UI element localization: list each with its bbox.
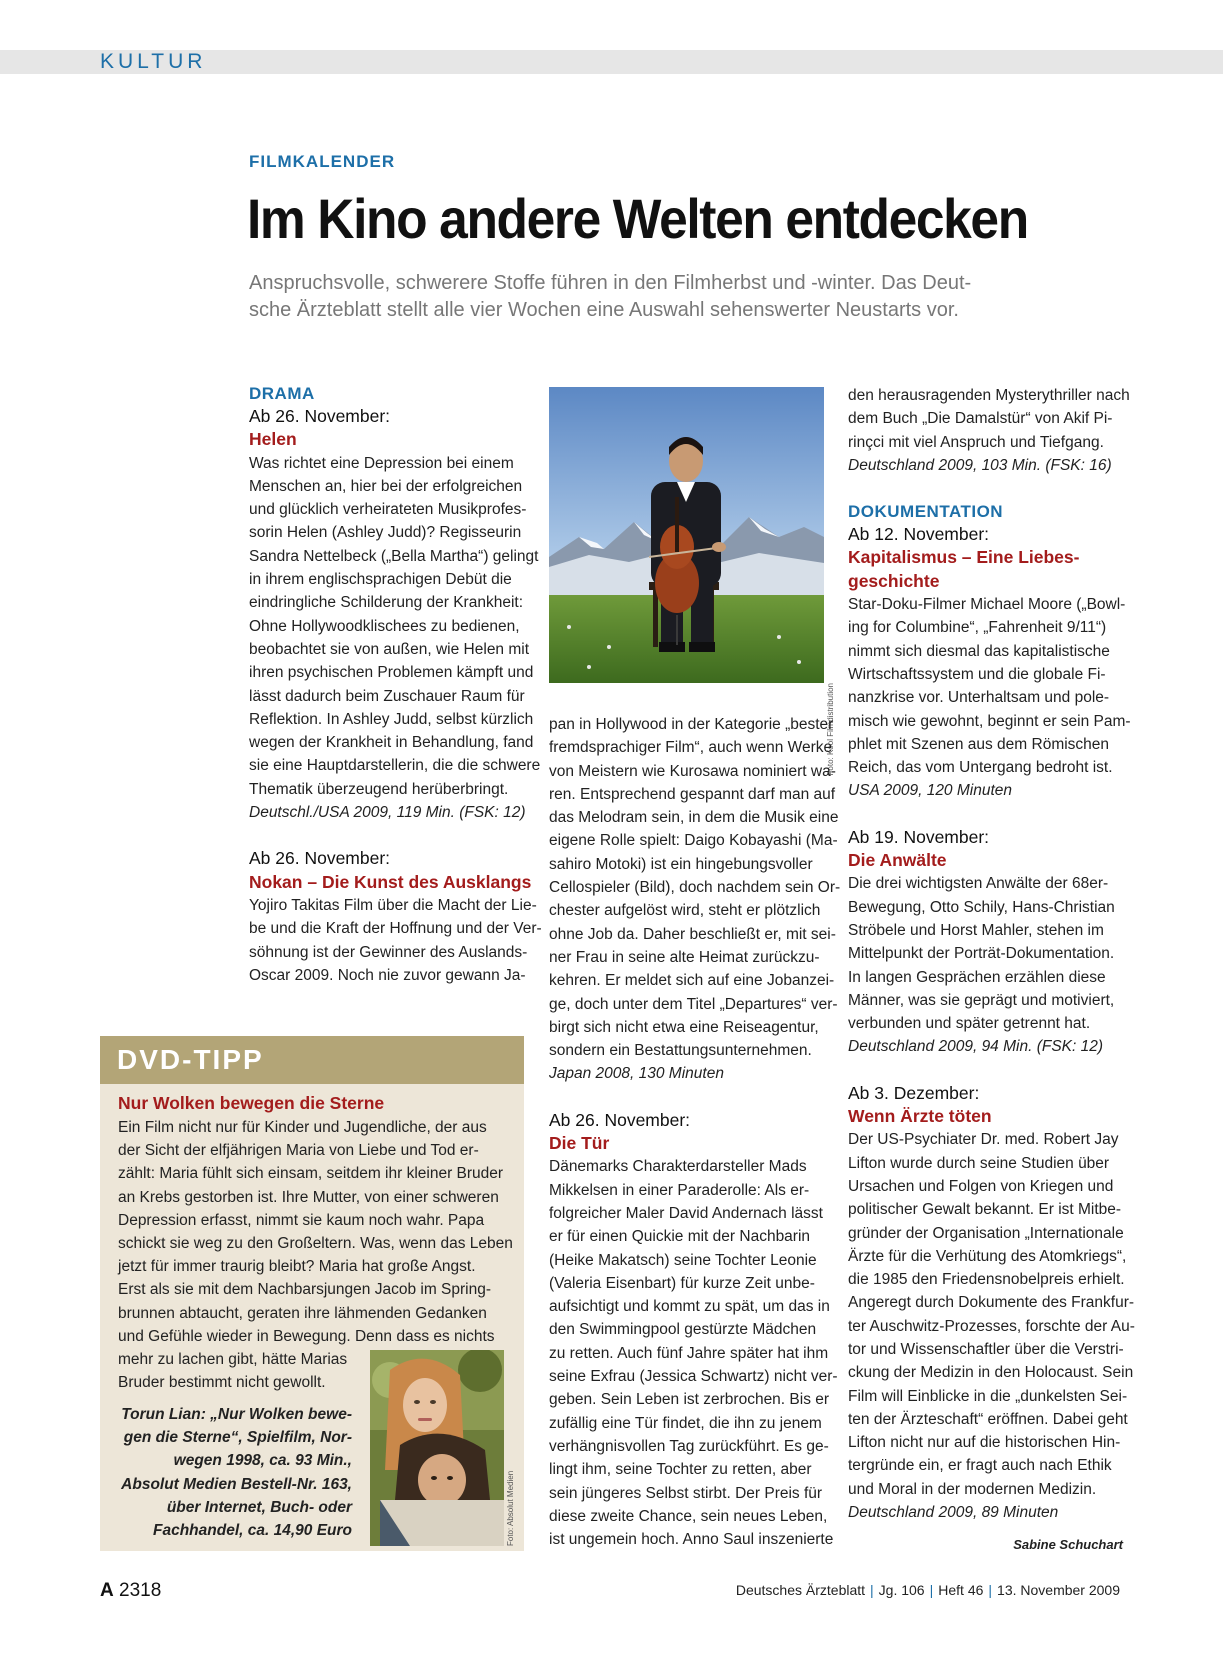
text-line: ge, doch unter dem Titel „Departures“ ver-	[549, 995, 838, 1013]
dvd-title: Nur Wolken bewegen die Sterne	[118, 1093, 385, 1113]
film-title: Wenn Ärzte töten	[848, 1106, 992, 1127]
journal-name: Deutsches Ärzteblatt	[735, 1582, 866, 1598]
text-line: Fachhandel, ca. 14,90 Euro	[153, 1522, 352, 1540]
film-meta: Deutschland 2009, 94 Min. (FSK: 12)	[848, 1038, 1104, 1056]
film-description	[848, 593, 1131, 779]
text-line: schickt sie weg zu den Großeltern. Was, wenn das Leben	[118, 1235, 513, 1253]
text-line: brunnen abtaucht, geraten ihre lähmenden Gedanken	[118, 1304, 487, 1322]
text-line: fremdsprachiger Film“, auch wenn Werke	[549, 739, 833, 757]
text-line: phlet mit Szenen aus dem Römischen	[848, 735, 1110, 753]
text-line: sein jüngeres Selbst stirbt. Der Preis für	[549, 1484, 823, 1502]
text-line: mehr zu lachen gibt, hätte Marias	[118, 1351, 348, 1369]
text-line: Lifton wurde durch seine Studien über	[848, 1154, 1110, 1172]
text-line: Männer, was sie geprägt und motiviert,	[848, 991, 1115, 1009]
film-title: Nokan – Die Kunst des Ausklangs	[249, 871, 532, 892]
text-line: Ohne Hollywoodklischees zu bedienen,	[249, 617, 520, 635]
text-line: sondern ein Bestattungsunternehmen.	[549, 1042, 812, 1060]
text-line: Was richtet eine Depression bei einem	[249, 454, 514, 472]
film-meta: Deutschland 2009, 89 Minuten	[848, 1504, 1059, 1522]
text-line: Bewegung, Otto Schily, Hans-Christian	[848, 898, 1115, 916]
text-line: das Melodram sein, in dem die Musik eine	[549, 809, 839, 827]
text-line: Angeregt durch Dokumente des Frankfur-	[848, 1294, 1135, 1312]
text-line: zufällig eine Tür findet, die ihn zu jenem	[549, 1414, 822, 1432]
text-line: jetzt für immer traurig bleibt? Maria hat große Angst.	[118, 1258, 476, 1276]
text-line: Mikkelsen in einer Paraderolle: Als er-	[549, 1181, 810, 1199]
text-line: an Krebs gestorben ist. Ihre Mutter, von einer schweren	[118, 1188, 499, 1206]
text-line: sorin Helen (Ashley Judd)? Regisseurin	[249, 524, 522, 542]
text-line: kehren. Er meldet sich auf eine Jobanzei-	[549, 972, 835, 990]
text-line: über Internet, Buch- oder	[166, 1498, 352, 1516]
author-byline: Sabine Schuchart	[1013, 1537, 1123, 1552]
text-line: ten der Ärzteschaft“ eröffnen. Dabei geht	[848, 1410, 1128, 1428]
text-line: Ein Film nicht nur für Kinder und Jugendliche, der aus	[118, 1119, 487, 1136]
film-title: Die Anwälte	[848, 850, 947, 871]
text-line: ihren psychischen Problemen kämpft und	[249, 664, 534, 682]
text-line: aufsichtigt und kommt zu spät, um das in	[549, 1298, 830, 1316]
text-line: ing for Columbine“, „Fahrenheit 9/11“)	[848, 619, 1107, 637]
genre-heading: DRAMA	[249, 384, 315, 403]
text-line: Oscar 2009. Noch nie zuvor gewann Ja-	[249, 966, 526, 984]
text-line: Ströbele und Horst Mahler, stehen im	[848, 921, 1104, 939]
text-line: ohne Job da. Daher beschließt er, mit sei-	[549, 925, 836, 943]
text-line: ter Auschwitz-Prozesses, forschte der Au-	[848, 1317, 1135, 1335]
text-line: Cellospieler (Bild), doch nachdem sein Or-	[549, 879, 841, 897]
film-meta: USA 2009, 120 Minuten	[848, 782, 1013, 800]
deck-line: Anspruchsvolle, schwerere Stoffe führen in den Filmherbst und -winter. Das Deut-	[249, 272, 972, 294]
dvd-tip-label: DVD-TIPP	[117, 1044, 264, 1075]
release-date: Ab 19. November:	[848, 826, 990, 847]
text-line: Star-Doku-Filmer Michael Moore („Bowl-	[848, 596, 1126, 614]
text-line: Dänemarks Charakterdarsteller Mads	[549, 1158, 807, 1176]
film-meta: Japan 2008, 130 Minuten	[549, 1065, 724, 1083]
text-line: tor und Wissenschaftler über die Verstri-	[848, 1340, 1124, 1358]
text-line: Lifton nicht nur auf die historischen Hin-	[848, 1434, 1121, 1452]
text-line: Erst als sie mit dem Nachbarsjungen Jacob im Spring-	[118, 1281, 492, 1299]
text-line: in ihrem englischsprachigen Debüt die	[249, 571, 512, 589]
text-line: von Meistern wie Kurosawa nominiert wa-	[549, 762, 836, 780]
dvd-tip-header	[100, 1036, 524, 1084]
text-line: misch wie gewohnt, beginnt er sein Pam-	[848, 712, 1131, 730]
film-description	[848, 1128, 1135, 1501]
film-meta: Deutschland 2009, 103 Min. (FSK: 16)	[848, 456, 1112, 474]
text-line: söhnung ist der Gewinner des Auslands-	[249, 943, 528, 961]
text-line: eigene Rolle spielt: Daigo Kobayashi (Ma-	[549, 832, 838, 850]
text-line: er für einen Quickie mit der Nachbarin	[549, 1228, 811, 1246]
issue: Heft 46	[938, 1582, 984, 1598]
text-line: beobachtet sie von außen, wie Helen mit	[249, 640, 530, 658]
text-line: gen die Sterne“, Spielfilm, Nor-	[123, 1429, 352, 1447]
text-line: Torun Lian: „Nur Wolken bewe-	[121, 1406, 352, 1423]
film-title: Die Tür	[549, 1133, 610, 1154]
kicker: FILMKALENDER	[249, 152, 396, 171]
text-line: der Sicht der elfjährigen Maria von Liebe und Tod er-	[118, 1142, 479, 1160]
text-line: Reflektion. In Ashley Judd, selbst kürzlich	[249, 710, 534, 728]
text-line: ist ungemein hoch. Anno Saul inszenierte	[549, 1531, 834, 1549]
photo-credit: Foto: Absolut Medien	[506, 1470, 515, 1546]
text-line: nanzkrise vor. Unterhaltsam und pole-	[848, 689, 1110, 707]
text-line: diese zweite Chance, sein neues Leben,	[549, 1507, 828, 1525]
children-photo	[370, 1350, 504, 1546]
text-line: seine Exfrau (Jessica Schwartz) nicht ver-	[549, 1368, 838, 1386]
text-line: tergründe ein, er fragt auch nach Ethik	[848, 1457, 1112, 1475]
text-line: Wirtschaftssystem und die globale Fi-	[848, 665, 1106, 683]
film-description	[549, 1155, 838, 1551]
text-line: und glücklich verheirateten Musikprofes-	[249, 501, 527, 519]
text-line: Menschen an, hier bei der erfolgreichen	[249, 477, 523, 495]
photo-credit: Foto: Kool Filmdistribution	[826, 683, 835, 776]
text-line: pan in Hollywood in der Kategorie „bester	[549, 716, 834, 733]
text-line: Bruder bestimmt nicht gewollt.	[118, 1374, 326, 1392]
text-line: verhängnisvollen Tag zurückführt. Es ge-	[549, 1437, 829, 1455]
text-line: chester aufgelöst wird, steht er plötzlich	[549, 902, 821, 920]
dvd-tip-box	[100, 1036, 524, 1551]
genre-heading: DOKUMENTATION	[848, 502, 1004, 522]
text-line: zu retten. Auch fünf Jahre später hat ihm	[549, 1344, 829, 1362]
text-line: lässt dadurch beim Zuschauer Raum für	[249, 687, 525, 705]
release-date: Ab 12. November:	[848, 524, 990, 545]
film-title: geschichte	[848, 570, 940, 591]
text-line: folgreicher Maler David Andernach lässt	[549, 1204, 823, 1222]
film-description	[848, 872, 1128, 1035]
text-line: geben. Sein Leben ist zerbrochen. Bis er	[549, 1391, 830, 1409]
text-line: Mittelpunkt der Porträt-Dokumentation.	[848, 945, 1115, 963]
dvd-tip-body	[118, 1090, 513, 1394]
section-label: KULTUR	[100, 50, 207, 73]
cellist-photo	[549, 387, 824, 683]
text-line: Sandra Nettelbeck („Bella Martha“) gelingt	[249, 547, 539, 565]
film-description	[848, 384, 1128, 454]
text-line: be und die Kraft der Hoffnung und der Ver-	[249, 920, 542, 938]
film-description	[249, 894, 542, 987]
volume: Jg. 106	[878, 1582, 925, 1598]
text-line: ren. Entsprechend gespannt darf man auf	[549, 785, 836, 803]
text-line: ckung der Medizin in den Holocaust. Sein	[848, 1364, 1134, 1382]
headline: Im Kino andere Welten entdecken	[247, 187, 1028, 250]
column-3	[848, 384, 1135, 1524]
issue-date: 13. November 2009	[997, 1582, 1120, 1598]
text-line: Die drei wichtigsten Anwälte der 68er-	[848, 875, 1109, 893]
text-line: Ärzte für die Verhütung des Atomkriegs“,	[848, 1247, 1127, 1265]
text-line: In langen Gesprächen erzählen diese	[848, 968, 1106, 986]
text-line: (Heike Makatsch) seine Tochter Leonie	[549, 1251, 817, 1269]
column-1	[249, 382, 542, 987]
release-date: Ab 26. November:	[549, 1109, 691, 1130]
text-line: Film will Einblicke in die „dunkelsten Sei-	[848, 1387, 1128, 1405]
text-line: dem Buch „Die Damalstür“ von Akif Pi-	[848, 410, 1113, 428]
text-line: die 1985 den Friedensnobelpreis erhielt.	[848, 1271, 1125, 1289]
text-line: Ursachen und Folgen von Kriegen und	[848, 1177, 1114, 1195]
text-line: sahiro Motoki) ist ein hingebungsvoller	[549, 855, 813, 873]
text-line: Thematik überzeugend herüberbringt.	[249, 780, 509, 798]
text-line: wegen der Krankheit in Behandlung, fand	[249, 734, 534, 752]
text-line: rinçci mit viel Anspruch und Tiefgang.	[848, 433, 1104, 451]
deck	[249, 270, 1129, 324]
footer-journal-info: Deutsches Ärzteblatt | Jg. 106 | Heft 46 | 13. November 2009	[735, 1582, 1120, 1598]
text-line: Absolut Medien Bestell-Nr. 163,	[121, 1475, 352, 1493]
text-line: eindringliche Schilderung der Krankheit:	[249, 594, 523, 612]
page-number: A 2318	[100, 1580, 162, 1601]
text-line: wegen 1998, ca. 93 Min.,	[173, 1452, 352, 1470]
text-line: (Valeria Eisenbart) für kurze Zeit unbe-	[549, 1274, 815, 1292]
text-line: zählt: Maria fühlt sich einsam, seitdem ihr kleiner Bruder	[118, 1165, 504, 1183]
text-line: Depression erfasst, nimmt sie kaum noch wahr. Papa	[118, 1211, 485, 1229]
text-line: Reich, das vom Untergang bedroht ist.	[848, 759, 1113, 777]
deck-line: sche Ärzteblatt stellt alle vier Wochen eine Auswahl sehenswerter Neustarts vor.	[249, 299, 959, 321]
text-line: ner Frau in seine alte Heimat zurückzu-	[549, 948, 820, 966]
text-line: gründer der Organisation „Internationale	[848, 1224, 1124, 1242]
film-meta: Deutschl./USA 2009, 119 Min. (FSK: 12)	[249, 804, 526, 822]
release-date: Ab 26. November:	[249, 406, 391, 426]
text-line: lingt ihm, seine Tochter zu retten, aber	[549, 1461, 812, 1479]
text-line: sie eine Hauptdarstellerin, die die schwere	[249, 757, 541, 775]
film-title: Helen	[249, 429, 297, 450]
text-line: und Moral in der modernen Medizin.	[848, 1480, 1097, 1498]
text-line: nimmt sich diesmal das kapitalistische	[848, 642, 1110, 660]
film-description	[249, 452, 541, 801]
text-line: verbunden und später getrennt hat.	[848, 1015, 1091, 1033]
release-date: Ab 26. November:	[249, 848, 391, 869]
text-line: den Swimmingpool gestürzte Mädchen	[549, 1321, 817, 1339]
text-line: birgt sich nicht etwa eine Reiseagentur,	[549, 1018, 819, 1036]
dvd-citation	[118, 1403, 352, 1542]
release-date: Ab 3. Dezember:	[848, 1082, 980, 1103]
text-line: und Gefühle wieder in Bewegung. Denn dass es nichts	[118, 1327, 495, 1345]
text-line: den herausragenden Mysterythriller nach	[848, 387, 1130, 404]
film-title: Kapitalismus – Eine Liebes-	[848, 547, 1080, 568]
text-line: Yojiro Takitas Film über die Macht der Lie-	[249, 896, 537, 914]
text-line: politischer Gewalt bekannt. Er ist Mitbe-	[848, 1201, 1122, 1219]
text-line: Der US-Psychiater Dr. med. Robert Jay	[848, 1131, 1119, 1149]
